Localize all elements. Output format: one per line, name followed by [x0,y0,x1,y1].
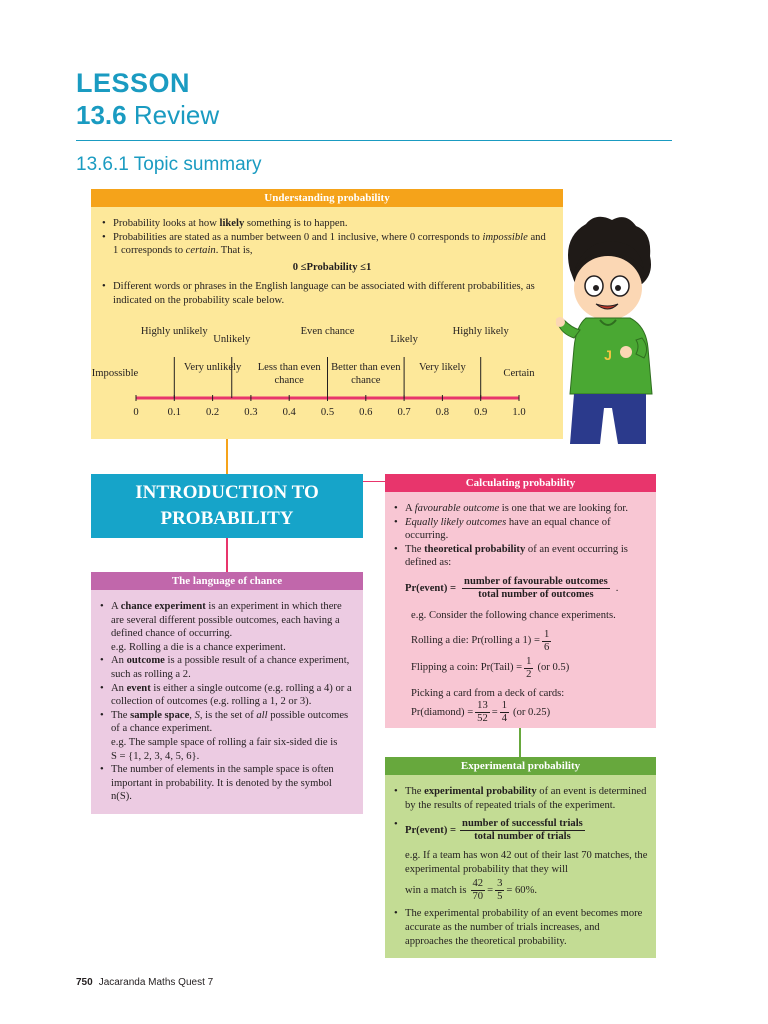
understanding-probability-title: Understanding probability [91,189,563,207]
scale-tick-label: 0.4 [282,407,296,418]
die-example: Rolling a die: Pr(rolling a 1) = $\frac{1}{6}$ [411,628,550,653]
lesson-number: 13.6 [76,100,127,130]
understanding-bullet-3: • Different words or phrases in the English language can be associated with different probabilities, as indicated on the probability scale below. [99,280,551,307]
card-example-intro: Picking a card from a deck of cards: [411,687,565,699]
scale-lower-label: Impossible [91,368,139,379]
scale-lower-label: Certain [503,368,535,379]
page-footer [76,977,213,988]
scale-tick-label: 0.1 [167,407,181,418]
scale-tick-label: 1.0 [512,407,526,418]
language-bullet-3: • An event is either a single outcome (e.g. rolling a 4) or a collection of outcomes (e.g. rolling a 1, 2 or 3). [97,682,353,709]
scale-upper-label: Unlikely [213,334,251,345]
scale-tick-label: 0.2 [205,407,220,418]
scale-lines [91,189,563,439]
connector-calculating-experimental [519,728,521,757]
calculating-list [391,502,648,570]
calculating-probability-box [385,474,656,728]
calculating-probability-title: Calculating probability [385,474,656,492]
language-bullet-5: • The number of elements in the sample space is often important in probability. It is denoted by the symbol n(S). [97,763,353,804]
book-title: Jacaranda Maths Quest 7 [98,977,214,988]
connector-intro-language [226,538,228,572]
scale-tick-label: 0.7 [397,407,411,418]
language-bullet-1: • A chance experiment is an experiment in which there are several different possible outcomes, each having a defined chance of occurring. e.g. Rolling a die is a chance experiment. [97,600,353,654]
page-number: 750 [76,977,93,988]
lesson-label: LESSON [76,68,191,98]
experimental-list [391,785,648,948]
scale-tick-label: 0 [133,407,139,418]
intro-line-1: INTRODUCTION TO [135,482,319,503]
calculating-bullet-2: • Equally likely outcomes have an equal chance of occurring. [391,516,648,543]
lesson-name: Review [133,100,220,130]
language-bullet-2: • An outcome is a possible result of a chance experiment, such as rolling a 2. [97,654,353,681]
scale-tick-label: 0.6 [359,407,373,418]
language-of-chance-box [91,572,363,814]
understanding-probability-box [91,189,563,439]
experimental-bullet-1: • The experimental probability of an event is determined by the results of repeated trials of the experiment. [391,785,648,812]
connector-intro-calculating [363,481,385,482]
scale-upper-label: Likely [390,334,418,345]
language-list [91,590,363,804]
experimental-example: e.g. If a team has won 42 out of their last 70 matches, the experimental probability that they will [405,850,648,875]
experimental-bullet-3: • The experimental probability of an event becomes more accurate as the number of trials increases, and approaches the theoretical probability. [391,907,648,948]
connector-understanding-intro [226,439,228,474]
topic-heading: 13.6.1 Topic summary [76,154,262,175]
scale-upper-label: Even chance [300,326,355,337]
card-example: Pr(diamond) = $\frac{13}{52}$ = $\frac{1}{4}$ (or 0.25) [411,700,551,725]
scale-upper-label: Highly likely [452,326,509,337]
lesson-title [76,100,219,131]
scale-lower-label: Very likely [419,362,466,373]
probability-inequality: 0 ≤Probability ≤1 [292,261,372,273]
svg-text:J: J [604,347,612,363]
scale-lower-label: Less than even chance [257,362,321,386]
calculating-bullet-1: • A favourable outcome is one that we are looking for. [391,502,648,516]
experimental-probability-title: Experimental probability [385,757,656,775]
scale-tick-label: 0.3 [244,407,258,418]
understanding-bullet-1: • Probability looks at how likely something is to happen. [99,217,551,231]
intro-line-2: PROBABILITY [160,508,294,529]
scale-tick-label: 0.9 [474,407,488,418]
language-of-chance-title: The language of chance [91,572,363,590]
scale-tick-label: 0.5 [320,407,335,418]
experimental-probability-box [385,757,656,958]
theoretical-probability-formula: Pr(event) = $\frac{\text{number of favourable outcomes}}{\text{total number of outcomes}}$ . [405,575,619,600]
coin-example: Flipping a coin: Pr(Tail) = $\frac{1}{2}$ (or 0.5) [411,655,570,680]
scale-upper-label: Highly unlikely [140,326,208,337]
language-bullet-4: • The sample space, S, is the set of all possible outcomes of a chance experiment. e.g. The sample space of rolling a fair six-sided die is S = {1, 2, 3, 4, 5, 6}. [97,709,353,763]
experimental-bullet-2: • Pr(event) = $\frac{\text{number of successful trials}}{\text{total number of trials}}$ e.g. If a team has won 42 out of their last 70 matches, the experimental probability that they will win a match is $\frac{42}{70}$ = $\frac{3}{5}$ = 60%. [391,818,648,903]
understanding-bullet-2: • Probabilities are stated as a number between 0 and 1 inclusive, where 0 corresponds to impossible and 1 corresponds to certain. That is, 0 ≤Probability ≤1 [99,231,551,275]
scale-lower-label: Very unlikely [183,362,242,373]
title-divider [76,140,672,141]
introduction-to-probability-box [91,474,363,538]
calculating-example-intro: e.g. Consider the following chance experiments. [411,609,616,621]
scale-lower-label: Better than even chance [331,362,401,386]
probability-scale [91,189,563,439]
cartoon-boy-illustration [556,208,660,444]
win-calculation: win a match is $\frac{42}{70}$ = $\frac{3}{5}$ = 60%. [405,878,538,903]
scale-tick-label: 0.8 [435,407,450,418]
calculating-bullet-3: • The theoretical probability of an event occurring is defined as: [391,543,648,570]
